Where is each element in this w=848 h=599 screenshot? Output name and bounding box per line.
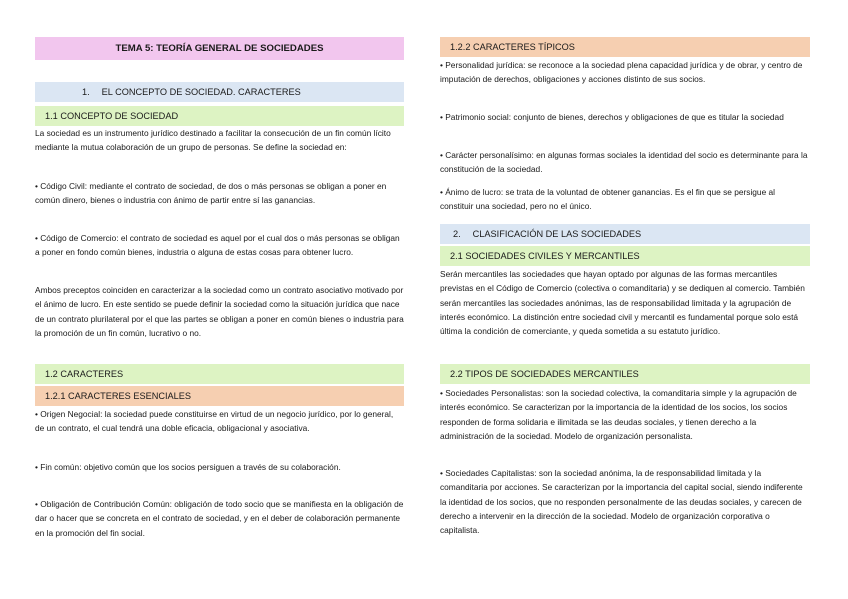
- bullet-codigo-comercio: • Código de Comercio: el contrato de sociedad es aquel por el cual dos o más personas se obligan a poner en fondo común bienes, industria o alguna de estas cosas para obtener lucro.: [35, 233, 400, 258]
- paragraph-intro: La sociedad es un instrumento jurídico destinado a facilitar la consecución de un fin común lícito mediante la mutua colaboración de un grupo de personas. Se define la sociedad en:: [35, 128, 391, 153]
- subheading-caracteres: 1.2 CARACTERES: [35, 364, 404, 384]
- subheading-caracteres-esenciales: 1.2.1 CARACTERES ESENCIALES: [35, 386, 404, 406]
- bullet-codigo-civil: • Código Civil: mediante el contrato de sociedad, de dos o más personas se obligan a poner en común dinero, bienes o industria con ánimo de partir entre sí las ganancias.: [35, 181, 387, 206]
- bullet-origen-negocial: • Origen Negocial: la sociedad puede constituirse en virtud de un negocio jurídico, por lo general, de un contrato, el cual tendrá una doble eficacia, obligacional y asociativa.: [35, 409, 394, 434]
- subheading-tipos-mercantiles: 2.2 TIPOS DE SOCIEDADES MERCANTILES: [440, 364, 810, 384]
- bullet-fin-comun: • Fin común: objetivo común que los socios persiguen a través de su colaboración.: [35, 462, 341, 472]
- paragraph-mercantiles: Serán mercantiles las sociedades que hayan optado por algunas de las formas mercantiles previstas en el Código de Comercio (colectiva o comanditaria) y se dediquen al comercio. También serán mercantiles las sociedades anónimas, las de responsabilidad limitada y la agrupación de interés económico. La distinción entre sociedad civil y mercantil es fundamental porque solo está última la condición de comerciante, y queda sometida a su estatuto jurídico.: [440, 269, 805, 337]
- section-label: EL CONCEPTO DE SOCIEDAD. CARACTERES: [101, 87, 301, 97]
- bullet-sociedades-capitalistas: • Sociedades Capitalistas: son la sociedad anónima, la de responsabilidad limitada y la comanditaria por acciones. Se caracterizan por la importancia del capital social, siendo indiferente la identidad de los socios, que no responden personalmente de las deudas sociales, y carecen de derecho a intervenir en la dirección de la sociedad. Modelo de organización corporativa o capitalista.: [440, 468, 803, 536]
- bullet-obligacion-contribucion: • Obligación de Contribución Común: obligación de todo socio que se manifiesta en la obligación de dar o hacer que se concreta en el contrato de sociedad, y en el deber de colaboración permanente en la promoción del fin social.: [35, 499, 404, 538]
- subheading-concepto: 1.1 CONCEPTO DE SOCIEDAD: [35, 106, 404, 126]
- section-heading-2: [440, 224, 810, 244]
- bullet-patrimonio-social: • Patrimonio social: conjunto de bienes, derechos y obligaciones de que es titular la sociedad: [440, 112, 784, 122]
- bullet-sociedades-personalistas: • Sociedades Personalistas: son la sociedad colectiva, la comanditaria simple y la agrupación de interés económico. Se caracterizan por la importancia de la identidad de los socios, los socios responden de forma solidaria e ilimitada se las deudas sociales, y tienen derecho a la administración de la sociedad. Modelo de organización personalista.: [440, 388, 797, 441]
- subheading-caracteres-tipicos: 1.2.2 CARACTERES TÍPICOS: [440, 37, 810, 57]
- section-number: 2.: [453, 229, 461, 239]
- section-label: CLASIFICACIÓN DE LAS SOCIEDADES: [472, 229, 642, 239]
- bullet-caracter-personalisimo: • Carácter personalísimo: en algunas formas sociales la identidad del socio es determinante para la constitución de la sociedad.: [440, 150, 808, 175]
- paragraph-ambos-preceptos: Ambos preceptos coinciden en caracterizar a la sociedad como un contrato asociativo motivado por el ánimo de lucro. En este sentido se puede definir la sociedad como la situación jurídica que nace de un contrato plurilateral por el que las partes se obligan a poner en común bienes o industria para la promoción de un fin común, lucrativo o no.: [35, 285, 404, 338]
- subheading-civiles-mercantiles: 2.1 SOCIEDADES CIVILES Y MERCANTILES: [440, 246, 810, 266]
- bullet-animo-lucro: • Ánimo de lucro: se trata de la voluntad de obtener ganancias. Es el fin que se persigue al constituir una sociedad, pero no el único.: [440, 187, 776, 212]
- section-number: 1.: [82, 87, 90, 97]
- bullet-personalidad-juridica: • Personalidad jurídica: se reconoce a la sociedad plena capacidad jurídica y de obrar, y centro de imputación de derechos, obligaciones y acciones distinto de sus socios.: [440, 60, 803, 85]
- section-heading-1: [35, 82, 404, 102]
- page-title: TEMA 5: TEORÍA GENERAL DE SOCIEDADES: [35, 37, 404, 60]
